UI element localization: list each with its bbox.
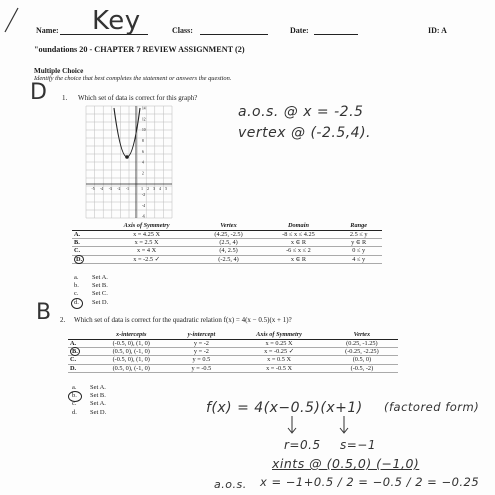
q1-note-vertex: vertex @ (-2.5,4). [238,125,371,141]
q2-table [68,331,398,373]
option-b[interactable]: b. Set B. [72,392,106,400]
section-instructions: Identify the choice that best completes the statement or answers the question. [34,75,232,82]
x-tick-label: -1 [125,187,129,191]
option-d[interactable]: d. Set D. [72,408,107,416]
pen-mark: X [155,231,161,238]
q1-graph [84,104,174,220]
y-tick-label: 6 [142,149,144,154]
y-tick-label: 12 [142,117,146,122]
q2-text: Which set of data is correct for the quadratic relation f(x) = 4(x − 0.5)(x + 1)? [74,316,292,324]
x-tick-label: -5 [91,187,95,191]
table-row: C. x = 4 X (4, 2.5) -6 ≤ x ≤ 2 0 ≤ y [72,247,382,255]
page-title: "oundations 20 - CHAPTER 7 REVIEW ASSIGNMENT (2) [34,45,245,54]
table-row: B. (0.5, 0), (-1, 0) y = -2 x = -0.25 ✓ (-0.25, -2.25) [68,348,398,356]
option-b[interactable]: b. Set B. [74,282,108,290]
table-row: A. (-0.5, 0), (1, 0) y = -2 x = 0.25 X (0.25, -1.25) [68,340,398,348]
name-label: Name: [36,26,59,35]
q1-table [72,222,382,264]
pen-mark: X [151,247,157,255]
col-domain: Domain [262,222,336,231]
class-label: Class: [172,26,193,35]
pen-mark: ✓ [288,348,294,356]
section-heading: Multiple Choice [34,67,84,75]
col-aos: Axis of Symmetry [232,331,325,340]
y-tick-label: 10 [142,128,146,133]
option-d[interactable]: d. Set D. [74,299,108,307]
y-tick-label: -6 [142,214,145,219]
pen-mark: ✓ [154,255,160,263]
col-yint: y-intercept [170,331,232,340]
x-tick-label: -4 [100,187,104,191]
q2-options [72,384,106,417]
q2-note-r: r=0.5 [284,438,321,452]
x-tick-label: 5 [165,187,167,191]
q1-number: 1. [62,94,68,102]
option-c[interactable]: c. Set C. [74,290,108,298]
q2-answer-mark: B [36,300,52,325]
table-row: D. (0.5, 0), (-1, 0) y = -0.5 x = -0.5 X (-0.5, -2) [68,364,398,372]
y-tick-label: -4 [142,203,145,208]
q2-note-s: s=−1 [340,438,376,452]
option-a[interactable]: a. Set A. [72,384,106,391]
q2-note-aos-label: a.o.s. [214,478,247,491]
x-tick-label: 1 [141,187,143,191]
vertex-point [125,155,129,159]
x-tick-label: 4 [159,187,161,191]
class-line [200,34,268,35]
y-tick-label: 2 [142,171,144,176]
q1-note-aos: a.o.s. @ x = -2.5 [238,104,364,120]
col-aos: Axis of Symmetry [98,222,196,231]
col-vertex: Vertex [196,222,262,231]
col-vertex: Vertex [326,331,398,340]
col-range: Range [335,222,382,231]
pen-stroke-corner [2,6,22,34]
pen-mark: X [153,239,159,247]
table-row: A. x = 4.25 X (4.25, -2.5) -8 ≤ x ≤ 4.25 2.5 ≤ y [72,231,382,239]
q2-note-xints: xints @ (0.5,0) (−1,0) [272,456,420,471]
table-row: D. x = -2.5 ✓ (-2.5, 4) x ∈ R 4 ≤ y [72,255,382,263]
y-tick-label: 8 [142,139,144,143]
y-tick-label: 4 [142,160,144,165]
x-tick-label: -3 [108,187,112,191]
q1-answer-mark: D [30,80,48,105]
option-c[interactable]: c. Set A. [72,400,106,408]
pen-mark: X [286,356,291,364]
col-blank [72,222,98,231]
q1-options [74,274,108,307]
date-line [314,34,358,35]
x-tick-label: 2 [147,187,149,191]
q2-note-aos-calc: x = −1+0.5 / 2 = −0.5 / 2 = −0.25 [260,475,480,489]
table-row: B. x = 2.5 X (2.5, 4) x ∈ R y ∈ R [72,239,382,247]
date-label: Date: [290,26,309,35]
q2-number: 2. [60,316,66,324]
q1-text: Which set of data is correct for this graph? [78,94,198,102]
col-blank [68,331,92,340]
y-tick-label: -2 [142,193,145,197]
x-tick-label: -2 [117,187,121,191]
q2-note-form: (factored form) [384,400,480,414]
id-label: ID: A [428,26,447,35]
option-a[interactable]: a. Set A. [74,274,108,281]
arrow-icon [286,414,356,438]
y-tick-label: 14 [142,106,146,111]
col-xint: x-intercepts [92,331,171,340]
table-row: C. (-0.5, 0), (1, 0) y = 0.5 x = 0.5 X (0.5, 0) [68,356,398,364]
pen-mark: X [287,364,293,372]
name-value: Key [92,6,141,36]
x-tick-label: 3 [153,187,155,191]
q2-note-equation: f(x) = 4(x−0.5)(x+1) [206,400,363,416]
pen-mark: X [288,340,293,347]
